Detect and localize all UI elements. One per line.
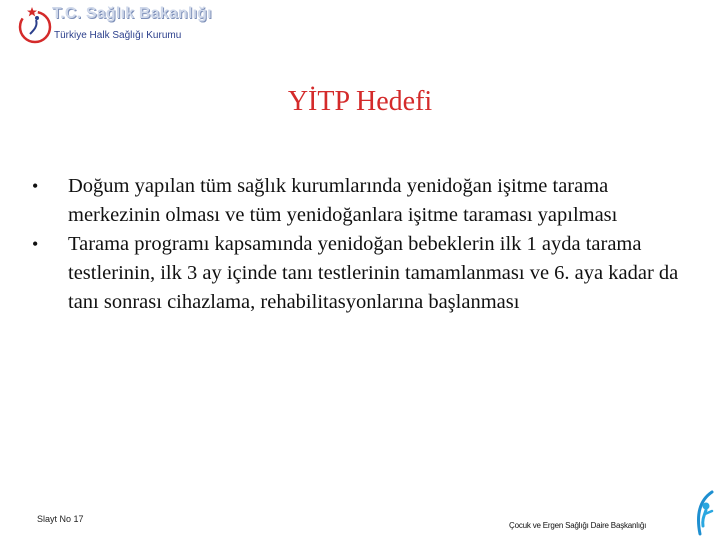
bullet-item xyxy=(30,172,700,230)
bullet-list xyxy=(30,172,700,317)
bullet-item xyxy=(30,230,700,317)
bullet-dot-icon: • xyxy=(32,234,39,254)
footer-organization: Çocuk ve Ergen Sağlığı Daire Başkanlığı xyxy=(509,521,647,530)
slide-number: Slayt No 17 xyxy=(37,514,84,524)
ministry-title: T.C. Sağlık Bakanlığı xyxy=(52,5,212,22)
bullet-text: Doğum yapılan tüm sağlık kurumlarında yenidoğan işitme tarama merkezinin olması ve tüm yenidoğanlara işitme taraması yapılması xyxy=(68,175,618,226)
child-figure-icon xyxy=(690,490,718,538)
bullet-dot-icon: • xyxy=(32,176,39,196)
bullet-text: Tarama programı kapsamında yenidoğan bebeklerin ilk 1 ayda tarama testlerinin, ilk 3 ay içinde tanı testlerinin tamamlanması ve 6. aya kadar da tanı sonrası cihazlama, rehabilitasyonlarına başlanması xyxy=(68,233,679,313)
ministry-subtitle: Türkiye Halk Sağlığı Kurumu xyxy=(54,30,182,41)
crescent-star-icon xyxy=(18,4,56,44)
slide-title: YİTP Hedefi xyxy=(287,86,433,117)
